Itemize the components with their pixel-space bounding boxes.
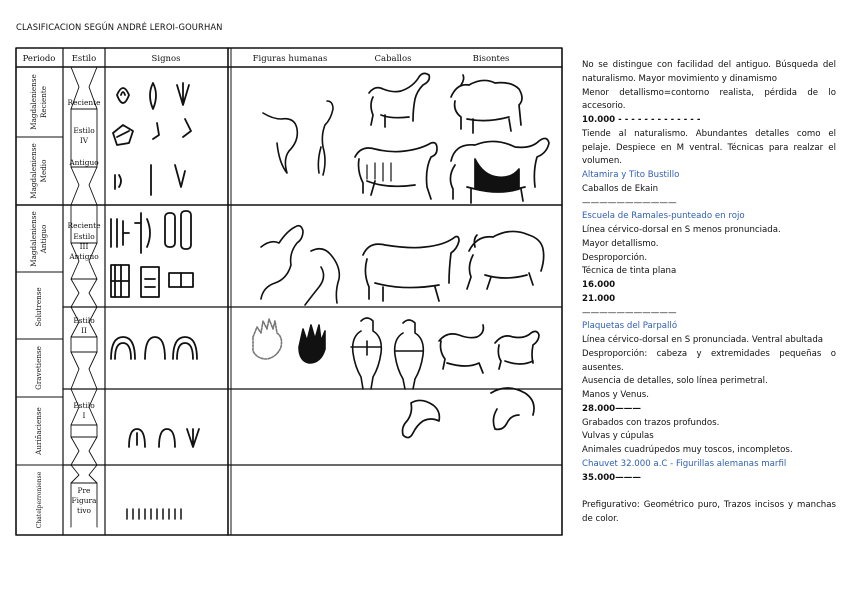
note-line: Técnica de tinta plana	[582, 266, 677, 277]
note-line: Tiende al naturalismo. Abundantes detalles como el pelaje. Despiece en M ventral. Técnicas para realzar el volumen.	[582, 128, 836, 167]
classification-table	[15, 47, 563, 536]
note-line: 16.000	[582, 280, 616, 290]
period-auriñaciense: Auriñaciense	[34, 407, 43, 455]
note-line: Animales cuadrúpedos muy toscos, incompletos.	[582, 445, 793, 455]
horses-style-ii	[439, 325, 539, 373]
style-ii: Estilo	[73, 316, 95, 325]
svg-text:Medio: Medio	[39, 159, 48, 183]
style-iv-reciente: Reciente	[67, 98, 101, 107]
style-iv: Estilo	[73, 126, 95, 135]
note-line: Grabados con trazos profundos.	[582, 417, 720, 428]
svg-text:IV: IV	[79, 136, 89, 145]
bisons-style-iv-reciente	[451, 75, 522, 133]
period-chatelperroniense: Chatelperroniense	[36, 471, 43, 529]
note-line: Desproporción.	[582, 252, 648, 263]
style-iii-reciente: Reciente	[67, 221, 101, 230]
style-iv-antiguo: Antiguo	[69, 158, 99, 167]
note-line: Altamira y Tito Bustillo	[582, 170, 680, 180]
human-figures-style-iv	[263, 101, 333, 175]
signs-style-iv-reciente	[117, 83, 189, 109]
header-periodo: Periodo	[22, 54, 56, 64]
header-figuras-humanas: Figuras humanas	[252, 54, 328, 64]
note-line: Menor detallismo=contorno realista, pérdida de lo accesorio.	[582, 87, 836, 112]
svg-text:II: II	[81, 326, 87, 335]
svg-text:I: I	[82, 411, 86, 420]
svg-text:Reciente: Reciente	[39, 85, 48, 119]
svg-text:III: III	[79, 242, 89, 251]
period-magdaleniense-reciente: Magdaleniense	[29, 74, 38, 130]
horses-style-iv-reciente	[369, 73, 429, 127]
style-iii: Estilo	[73, 232, 95, 241]
note-line: Ausencia de detalles, solo línea perimetral.	[582, 376, 768, 387]
note-line: Plaquetas del Parpalló	[582, 321, 678, 332]
style-i: Estilo	[73, 401, 95, 410]
note-line: 10.000 - - - - - - - - - - - - -	[582, 115, 701, 125]
note-line: 21.000	[582, 293, 616, 304]
page-title: CLASIFICACION SEGÚN ANDRÉ LEROI-GOURHAN	[16, 22, 223, 32]
note-line: No se distingue con facilidad del antiguo. Búsqueda del naturalismo. Mayor movimiento y dinamismo	[582, 60, 836, 84]
note-line: Línea cérvico-dorsal en S menos pronunciada.	[582, 225, 781, 235]
style-iii-antiguo: Antiguo	[69, 252, 99, 261]
note-line: Línea cérvico-dorsal en S pronunciada. Ventral abultada	[582, 335, 824, 345]
svg-text:Figura: Figura	[71, 496, 97, 505]
note-gap	[582, 485, 836, 499]
note-line: Escuela de Ramales-punteado en rojo	[582, 211, 745, 222]
horses-style-iii	[363, 237, 459, 302]
svg-text:tivo: tivo	[77, 506, 91, 515]
header-signos: Signos	[151, 54, 181, 64]
note-line: Manos y Venus.	[582, 390, 650, 400]
period-solutrense: Solutrense	[34, 287, 43, 327]
bisons-style-iv-medio	[450, 138, 549, 203]
human-figures-style-iii	[261, 226, 339, 305]
period-magdaleniense-medio: Magdaleniense	[29, 143, 38, 199]
note-line: 28.000———	[582, 403, 641, 414]
note-line: Vulvas y cúpulas	[582, 431, 654, 442]
horses-style-iv-medio	[355, 143, 437, 199]
header-bisontes: Bisontes	[472, 54, 510, 64]
signs-style-iv-medio	[113, 119, 191, 195]
period-gravetiense: Gravetiense	[34, 346, 43, 390]
signs-style-i	[129, 429, 199, 447]
note-line: Desproporción: cabeza y extremidades pequeñas o ausentes.	[582, 348, 836, 373]
signs-style-ii	[111, 337, 197, 359]
human-figures-style-ii	[253, 318, 423, 389]
note-line: Caballos de Ekain	[582, 183, 659, 194]
note-line: ———————————	[582, 197, 677, 208]
style-prefigurativo: Pre	[77, 486, 91, 495]
notes-panel	[582, 59, 836, 527]
bisons-style-iii	[467, 231, 544, 289]
signs-style-iii	[111, 211, 193, 297]
note-line: Chauvet 32.000 a.C - Figurillas alemanas marfil	[582, 458, 787, 469]
note-line: Mayor detallismo.	[582, 238, 659, 249]
note-line: Prefigurativo: Geométrico puro, Trazos incisos y manchas de color.	[582, 500, 836, 524]
horses-style-i	[403, 388, 535, 438]
header-caballos: Caballos	[374, 54, 412, 64]
note-line: ———————————	[582, 307, 677, 318]
header-estilo: Estilo	[71, 54, 97, 64]
note-line: 35.000———	[582, 472, 641, 483]
signs-prefigurativo	[127, 509, 181, 519]
svg-text:Antiguo: Antiguo	[39, 224, 48, 254]
period-magdaleniense-antiguo: Magdaleniense	[29, 211, 38, 267]
